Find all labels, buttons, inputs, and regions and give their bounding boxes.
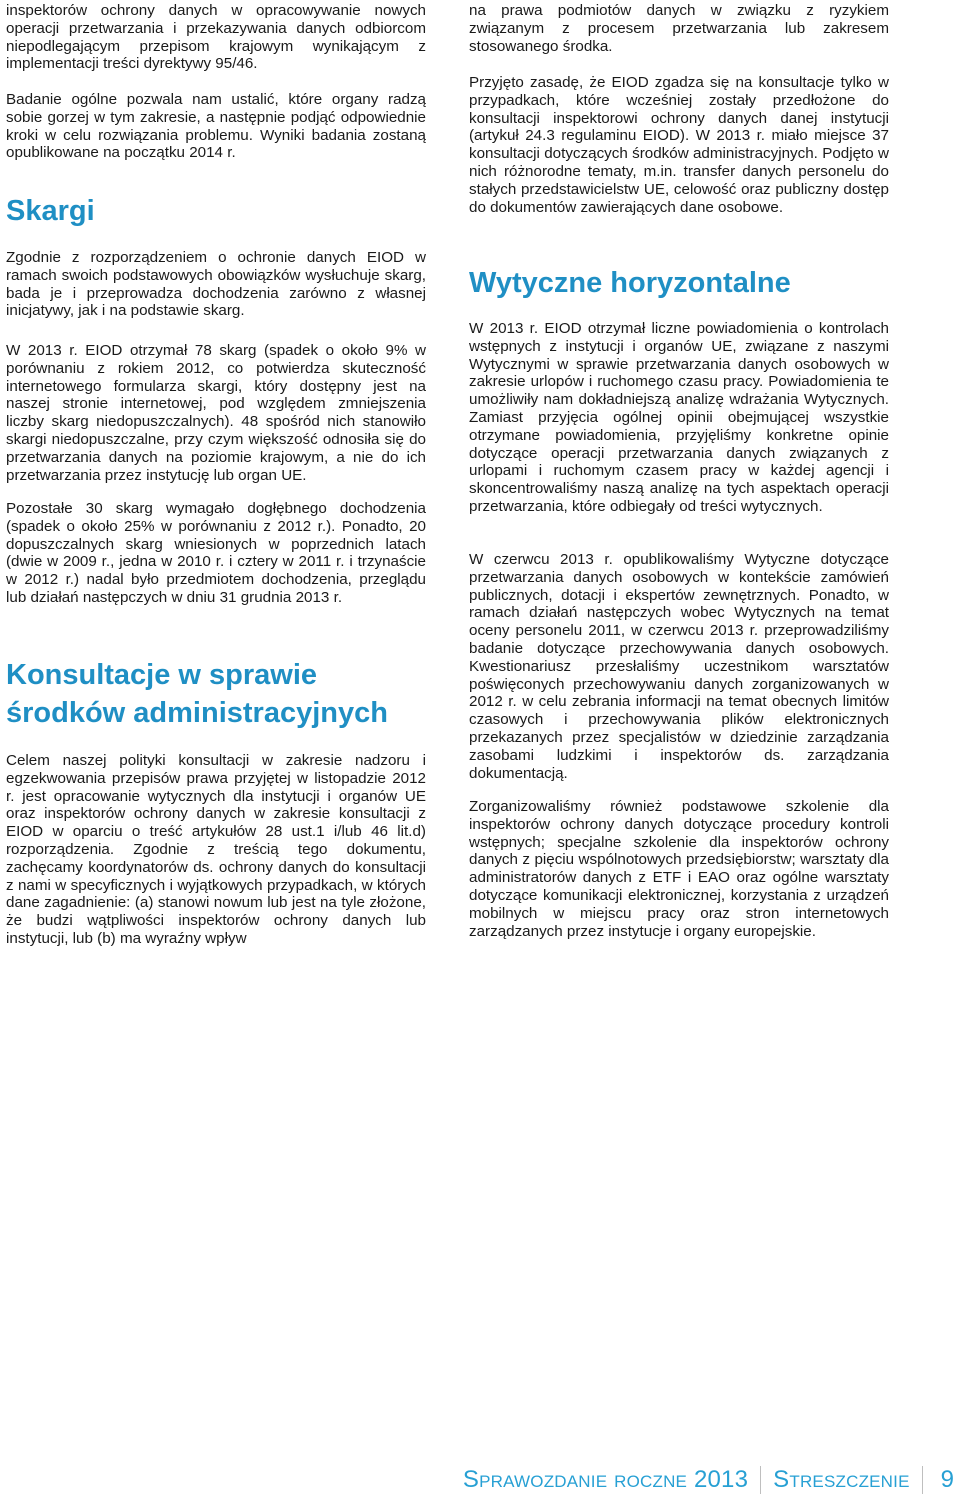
heading-skargi: Skargi	[6, 195, 95, 227]
footer-divider-2	[922, 1466, 923, 1494]
footer-divider	[760, 1466, 761, 1494]
paragraph-skargi-3: Pozostałe 30 skarg wymagało dogłębnego dochodzenia (spadek o około 25% w porównaniu z 2012 r.). Ponadto, 20 dopuszczalnych skarg wniesionych w poprzednich latach (dwie w 2009 r., jedna w 2010 r. i cztery w 2011 r. i trzynaście w 2012 r.) nadal było przedmiotem dochodzenia, przeglądu lub działań następczych w dniu 31 grudnia 2013 r.	[6, 500, 426, 606]
heading-wytyczne: Wytyczne horyzontalne	[469, 267, 791, 299]
paragraph-intro: inspektorów ochrony danych w opracowywanie nowych operacji przetwarzania i przekazywania danych odbiorcom niepodlegającym przepisom krajowym wynikającym z implementacji treści dyrektywy 95/46.	[6, 2, 426, 73]
paragraph-skargi-2: W 2013 r. EIOD otrzymał 78 skarg (spadek o około 9% w porównaniu z rokiem 2012, co potwierdza skuteczność internetowego formularza skargi, który dostępny jest na naszej stronie internetowej, pod względem zmniejszenia liczby skarg niedopuszczalnych). 48 spośród nich stanowiło skargi niedopuszczalne, przy czym większość odnosiła się do przetwarzania danych na poziomie krajowym, a nie do ich przetwarzania przez instytucję lub organ UE.	[6, 342, 426, 484]
heading-konsultacje-line2: środków administracyjnych	[6, 697, 388, 729]
footer-section: Streszczenie	[773, 1466, 910, 1493]
paragraph-continuation: na prawa podmiotów danych w związku z ryzykiem związanym z procesem przetwarzania lub zakresem stosowanego środka.	[469, 2, 889, 55]
page-footer	[463, 1466, 954, 1494]
paragraph-konsultacje: Celem naszej polityki konsultacji w zakresie nadzoru i egzekwowania przepisów prawa przyjętej w listopadzie 2012 r. jest opracowanie wytycznych dla instytucji i organów UE oraz inspektorów ochrony danych w zakresie konsultacji z EIOD w oparciu o treść artykułów 28 ust.1 i/lub 46 lit.d) rozporządzenia. Zgodnie z treścią tego dokumentu, zachęcamy koordynatorów ds. ochrony danych do konsultacji z nami w specyficznych i wyjątkowych przypadkach, w których dane zagadnienie: (a) stanowi nowum lub jest na tyle złożone, że budzi wątpliwości inspektorów ochrony danych lub instytucji, lub (b) ma wyraźny wpływ	[6, 752, 426, 947]
paragraph-wytyczne-2: W czerwcu 2013 r. opublikowaliśmy Wytyczne dotyczące przetwarzania danych osobowych w kontekście zamówień publicznych, dotacji i ekspertów zewnętrznych. Ponadto, w ramach działań następczych wobec Wytycznych na temat oceny personelu 2011, w czerwcu 2013 r. przeprowadziliśmy badanie dotyczące przechowywania danych osobowych. Kwestionariusz przesłaliśmy uczestnikom warsztatów poświęconych przechowywaniu danych zorganizowanych w 2012 r. w celu zebrania informacji na temat obecnych limitów czasowych i przechowywania plików elektronicznych przekazanych przez specjalistów w dziedzinie zarządzania zasobami ludzkimi i inspektorów ds. zarządzania dokumentacją.	[469, 551, 889, 782]
paragraph-skargi-1: Zgodnie z rozporządzeniem o ochronie danych EIOD w ramach swoich podstawowych obowiązków wysłuchuje skarg, bada je i przeprowadza dochodzenia zarówno z własnej inicjatywy, jak i na podstawie skarg.	[6, 249, 426, 320]
heading-konsultacje-line1: Konsultacje w sprawie	[6, 659, 318, 691]
paragraph-zasada: Przyjęto zasadę, że EIOD zgadza się na konsultacje tylko w przypadkach, które wcześniej zostały przedłożone do konsultacji inspektorowi ochrony danych danej instytucji (artykuł 24.3 regulaminu EIOD). W 2013 r. miało miejsce 37 konsultacji dotyczących środków administracyjnych. Podjęto w nich różnorodne tematy, m.in. transfer danych personelu do stałych przedstawicielstw UE, celowość oraz publiczny dostęp do dokumentów zawierających dane osobowe.	[469, 74, 889, 216]
paragraph-szkolenia: Zorganizowaliśmy również podstawowe szkolenie dla inspektorów ochrony danych dotyczące procedury kontroli wstępnych; specjalne szkolenie dla inspektorów ochrony danych z pięciu wspólnotowych przedsiębiorstw; warsztaty dla administratorów danych z ETF i EAO oraz ogólne warsztaty dotyczące komunikacji elektronicznej, korzystania z urządzeń mobilnych w miejscu pracy oraz stron internetowych zarządzanych przez instytucje i organy europejskie.	[469, 798, 889, 940]
page-number: 9	[940, 1466, 954, 1493]
paragraph-wytyczne-1: W 2013 r. EIOD otrzymał liczne powiadomienia o kontrolach wstępnych z instytucji i organów UE, związane z naszymi Wytycznymi w sprawie przetwarzania danych osobowych w zakresie urlopów i ruchomego czasu pracy. Powiadomienia te umożliwiły nam dokładniejszą analizę wdrażania Wytycznych. Zamiast przyjęcia ogólnej opinii obejmującej wszystkie otrzymane powiadomienia, przyjęliśmy konkretne opinie dotyczące operacji przetwarzania danych związanych z urlopami i ruchomym czasem pracy w każdej agencji i skoncentrowaliśmy naszą analizę na tych aspektach operacji przetwarzania, które odbiegały od treści wytycznych.	[469, 320, 889, 515]
paragraph-survey: Badanie ogólne pozwala nam ustalić, które organy radzą sobie gorzej w tym zakresie, a następnie podjąć odpowiednie kroki w celu rozwiązania problemu. Wyniki badania zostaną opublikowane na początku 2014 r.	[6, 91, 426, 162]
footer-report-title: Sprawozdanie roczne 2013	[462, 1466, 749, 1493]
